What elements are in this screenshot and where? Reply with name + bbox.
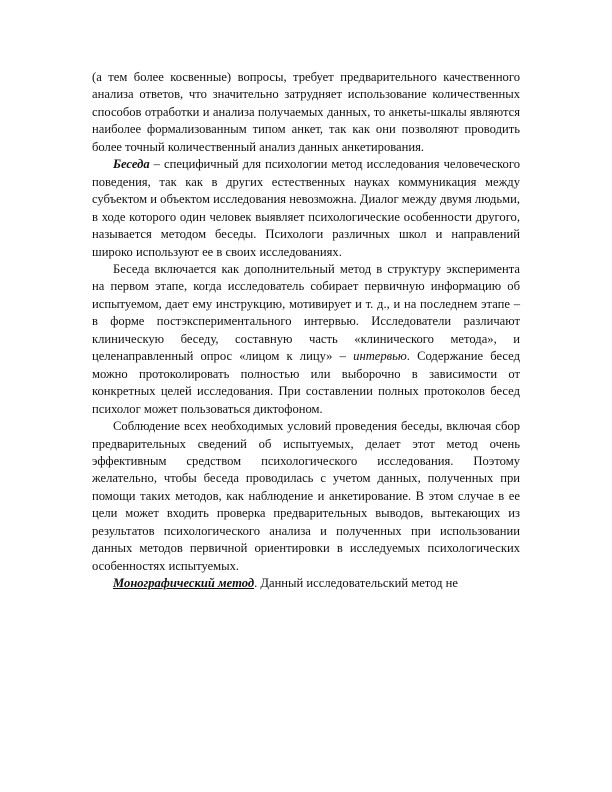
paragraph-conversation-definition bbox=[92, 156, 520, 261]
paragraph-text: . Данный исследовательский метод не bbox=[254, 576, 458, 591]
paragraph-text: – специфичный для психологии метод исследования человеческого поведения, так как в других естественных науках коммуникация между субъектом и объектом исследования невозможна. Диалог между двумя людьми, в ходе которого один человек выявляет психологические особенности другого, называется методом беседы. Психологи различных школ и направлений широко используют ее в своих исследованиях. bbox=[92, 157, 520, 259]
paragraph-text: (а тем более косвенные) вопросы, требует предварительного качественного анализа ответов, что значительно затрудняет использование количественных способов отработки и анализа получаемых данных, то анкеты-шкалы являются наиболее формализованным типом анкет, так как они позволяют проводить более точный количественный анализ данных анкетирования. bbox=[92, 70, 520, 154]
paragraph-questionnaire-scales bbox=[92, 69, 520, 156]
term-monographic-method: Монографический метод bbox=[113, 576, 255, 591]
term-interview: интервью bbox=[353, 349, 407, 364]
paragraph-text: Беседа включается как дополнительный метод в структуру эксперимента на первом этапе, когда исследователь собирает первичную информацию об испытуемом, дает ему инструкцию, мотивирует и т. д., и на последнем этапе – в форме постэкспериментального интервью. Исследователи различают клиническую беседу, составную часть «клинического метода», и целенаправленный опрос «лицом к лицу» – bbox=[92, 261, 520, 364]
paragraph-monographic-method bbox=[92, 575, 520, 592]
paragraph-text: . Содержание бесед можно протоколировать полностью или выборочно в зависимости от конкретных целей исследования. При составлении полных протоколов бесед психолог может пользоваться диктофоном. bbox=[92, 349, 520, 416]
paragraph-conversation-in-experiment bbox=[92, 261, 520, 418]
paragraph-conversation-conditions bbox=[92, 418, 520, 575]
term-conversation: Беседа bbox=[113, 157, 150, 172]
paragraph-text: Соблюдение всех необходимых условий проведения беседы, включая сбор предварительных сведений об испытуемых, делает этот метод очень эффективным средством психологического исследования. Поэтому желательно, чтобы беседа проводилась с учетом данных, полученных при помощи таких методов, как наблюдение и анкетирование. В этом случае в ее цели может входить проверка предварительных выводов, вытекающих из результатов психологического анализа и полученных при использовании данных методов первичной ориентировки в исследуемых психологических особенностях испытуемых. bbox=[92, 419, 520, 573]
